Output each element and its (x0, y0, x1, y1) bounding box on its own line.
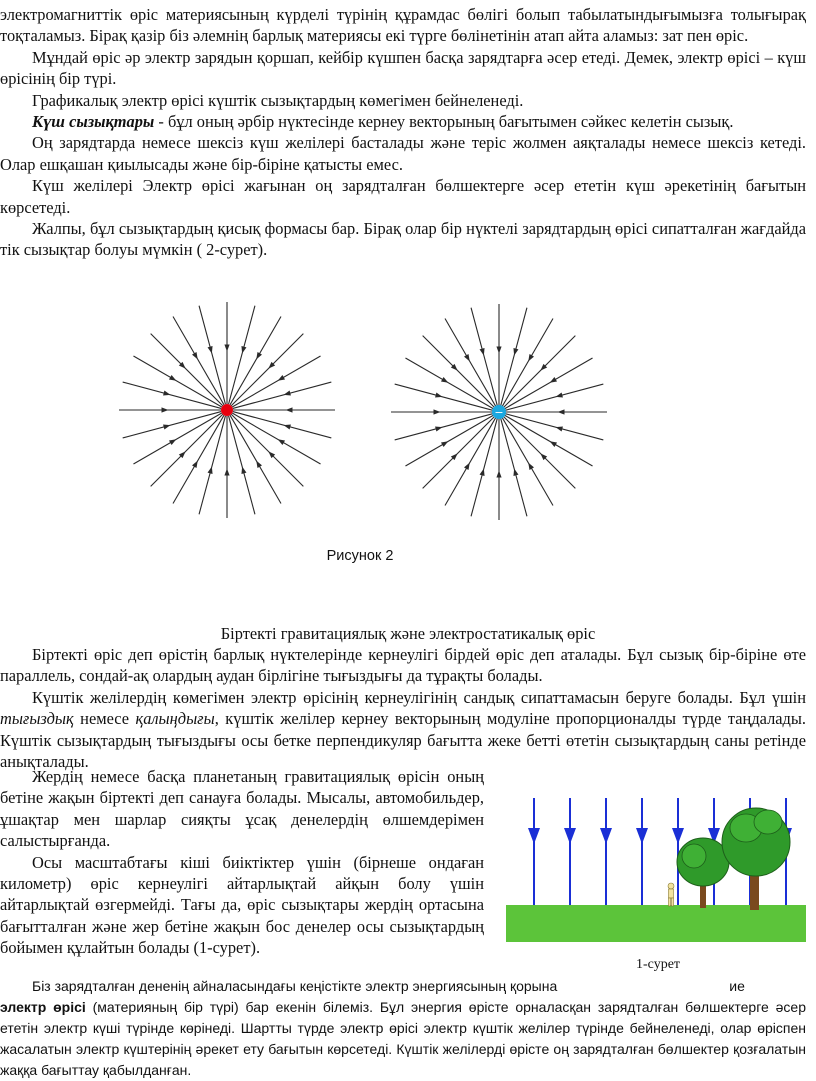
paragraph: Мұндай өріс әр электр зарядын қоршап, кейбір күшпен басқа зарядтарға әсер етеді. Демек, электр өрісі – күш өрісінің бір түрі. (0, 47, 806, 89)
field-line (503, 336, 575, 408)
term-thickness: қалыңдығы (135, 709, 215, 729)
arrowhead (208, 467, 213, 474)
field-line (123, 412, 222, 438)
ground (506, 905, 806, 942)
arrowhead (192, 461, 198, 468)
field-line (505, 384, 604, 410)
down-arrow-icon (636, 828, 648, 844)
field-line (229, 416, 255, 515)
field-lines-diagram (110, 302, 650, 542)
field-line (231, 414, 303, 486)
field-line (395, 384, 494, 410)
field-line (423, 416, 495, 488)
arrowhead (241, 346, 246, 353)
field-line (231, 334, 303, 406)
field-line (471, 418, 497, 517)
paragraph: Оң зарядтарда немесе шексіз күш желілері басталады және теріс жолмен аяқталады немесе шексіз кетеді. Олар ешқашан қиылысады және бір-біріне қатысты емес. (0, 133, 806, 174)
field-line (502, 318, 553, 406)
gravity-field-diagram (506, 792, 806, 942)
minus-sign: − (494, 406, 504, 419)
arrowhead (464, 354, 470, 361)
down-arrow-icon (528, 828, 540, 844)
arrowhead (496, 471, 501, 478)
arrowhead (434, 409, 441, 414)
field-line (503, 416, 575, 488)
arrowhead (169, 439, 176, 445)
arrowhead (550, 441, 557, 447)
intro-text (0, 4, 806, 261)
paragraph-density: Күштік желілердің көмегімен электр өрісінің кернеулігінің сандық сипаттамасын беруге болады. Бұл үшін тығыздық немесе қалыңдығы, күштік желілер кернеу векторының модуліне пропорционалды түрде таңдалады. Күштік сызықтардың тығыздығы осы бетке перпендикуляр бағытта жеке бетті өтетін сызықтардың саны ретінде анықталады. (0, 687, 806, 772)
field-line (504, 415, 592, 466)
figure-2-field-lines (110, 302, 650, 542)
arrowhead (256, 461, 262, 468)
arrowhead (496, 347, 501, 354)
paragraph: Күш желілері Электр өрісі жағынан оң зарядталған бөлшектерге әсер ететін күш әрекетінің бағытын көрсетеді. (0, 176, 806, 217)
arrowhead (435, 393, 442, 398)
arrowhead (480, 348, 485, 355)
paragraph: Жалпы, бұл сызықтардың қисық формасы бар. Бірақ олар бір нүктелі зарядтардың өрісі сипатталған жағдайда тік сызықтар болуы мүмкін ( 2-сурет). (0, 219, 806, 260)
field-line (233, 412, 332, 438)
figure-2-caption: Рисунок 2 (326, 548, 394, 564)
large-tree (722, 808, 790, 910)
field-line (173, 316, 224, 404)
paragraph-first-line: Біз зарядталған дененің айналасындағы кеңістікте электр энергиясының қорына ие (32, 978, 745, 994)
arrowhead (278, 375, 285, 381)
field-line (229, 306, 255, 405)
figure-1-caption: 1-сурет (636, 957, 681, 972)
arrowhead (284, 391, 291, 396)
arrowhead (556, 426, 563, 431)
field-line (445, 417, 496, 505)
field-line (151, 334, 223, 406)
field-line (501, 418, 527, 517)
field-line (471, 308, 497, 407)
arrowhead (208, 346, 213, 353)
arrowhead (163, 424, 170, 429)
field-line (445, 318, 496, 406)
paragraph-definition (0, 111, 806, 132)
uniform-field-text (0, 644, 806, 772)
field-line (199, 306, 225, 405)
arrowhead (162, 407, 169, 412)
arrowhead (558, 409, 565, 414)
arrowhead (528, 354, 534, 361)
field-line (199, 416, 225, 515)
down-arrow-icon (672, 828, 684, 844)
paragraph: электромагниттік өріс материясының күрделі түрінің құрамдас бөлігі болып табылатындығымызға толығырақ тоқталамыз. Бірақ қазір біз әлемнің барлық материясы екі түрге бөлінетінін атап айта аламыз: зат пен өріс. (0, 5, 806, 46)
paragraph: Жердің немесе басқа планетаның гравитациялық өрісін оның бетіне жақын біртекті деп санауға болады. Мысалы, автомобильдер, ұшақтар мен шарлар сияқты ұсақ денелердің өлшемдерімен салыстырғанда. (0, 767, 484, 851)
arrowhead (556, 393, 563, 398)
arrowhead (513, 348, 518, 355)
arrowhead (224, 345, 229, 352)
field-line (405, 415, 493, 466)
arrowhead (464, 463, 470, 470)
term-density: тығыздық (0, 709, 74, 729)
figure-1-uniform-gravity (506, 792, 806, 942)
field-line (230, 316, 281, 404)
down-arrow-icon (564, 828, 576, 844)
term-electric-field: электр өрісі (0, 999, 86, 1015)
small-tree (677, 838, 729, 908)
paragraph: Біртекті өріс деп өрістің барлық нүктелерінде кернеулігі бірдей өріс деп аталады. Бұл сызық бір-біріне өте параллель, сондай-ақ олардың аудан бірлігіне тығыздығы да тұрақты болады. (0, 645, 806, 686)
field-line (232, 356, 320, 407)
gravity-field-text (0, 766, 484, 959)
field-line (133, 356, 221, 407)
field-line (505, 414, 604, 440)
arrowhead (163, 391, 170, 396)
arrowhead (513, 469, 518, 476)
arrowhead (435, 426, 442, 431)
term-force-lines: Күш сызықтары (32, 112, 155, 132)
arrowhead (528, 463, 534, 470)
field-line (173, 415, 224, 503)
field-line (232, 413, 320, 464)
arrowhead (169, 375, 176, 381)
paragraph: электр өрісі (материяның бір түрі) бар екенін білеміз. Бұл энергия өрісте орналасқан зарядталған бөлшектерге әсер ететін электр күші түрінде көрінеді. Шартты түрде электр өрісі электр күштік желілер түрінде бейнеленеді, олар өріспен жасалатын электр күштерінің әрекет ету бағытын көрсетеді. Күштік желілерді өрісте оң зарядталған бөлшектер қозғалатын жаққа бағыттау қабылданған. (0, 999, 806, 1078)
arrowhead (278, 439, 285, 445)
field-line (501, 308, 527, 407)
electric-field-summary (0, 976, 806, 1081)
field-line (123, 382, 222, 408)
field-line (133, 413, 221, 464)
field-line (233, 382, 332, 408)
field-line (423, 336, 495, 408)
field-line (504, 358, 592, 409)
arrowhead (256, 352, 262, 359)
person-figure (668, 883, 674, 906)
negative-charge (492, 405, 506, 419)
arrowhead (241, 467, 246, 474)
arrowhead (286, 407, 293, 412)
field-line (395, 414, 494, 440)
field-line (502, 417, 553, 505)
section-title: Біртекті гравитациялық және электростатикалық өріс (220, 624, 596, 643)
definition-text: - бұл оның әрбір нүктесінде кернеу векторының бағытымен сәйкес келетін сызық. (154, 112, 734, 132)
paragraph: Графикалық электр өрісі күштік сызықтардың көмегімен бейнеленеді. (32, 90, 524, 110)
arrowhead (480, 469, 485, 476)
down-arrow-icon (600, 828, 612, 844)
field-line (405, 358, 493, 409)
arrowhead (550, 377, 557, 383)
arrowhead (441, 377, 448, 383)
arrowhead (441, 441, 448, 447)
field-line (230, 415, 281, 503)
arrowhead (192, 352, 198, 359)
arrowhead (224, 469, 229, 476)
paragraph: Осы масштабтағы кіші биіктіктер үшін (бірнеше ондаған километр) өріс кернеулігі айтарлықтай айқын болу үшін айтарлықтай өзгермейді. Тағы да, өріс сызықтары жердің ортасына бағытталған және жер бетіне жақын бос денелер осы сызықтардың бойымен құлайтын болады (1-сурет). (0, 852, 484, 958)
field-line (151, 414, 223, 486)
arrowhead (284, 424, 291, 429)
positive-charge (221, 404, 233, 416)
